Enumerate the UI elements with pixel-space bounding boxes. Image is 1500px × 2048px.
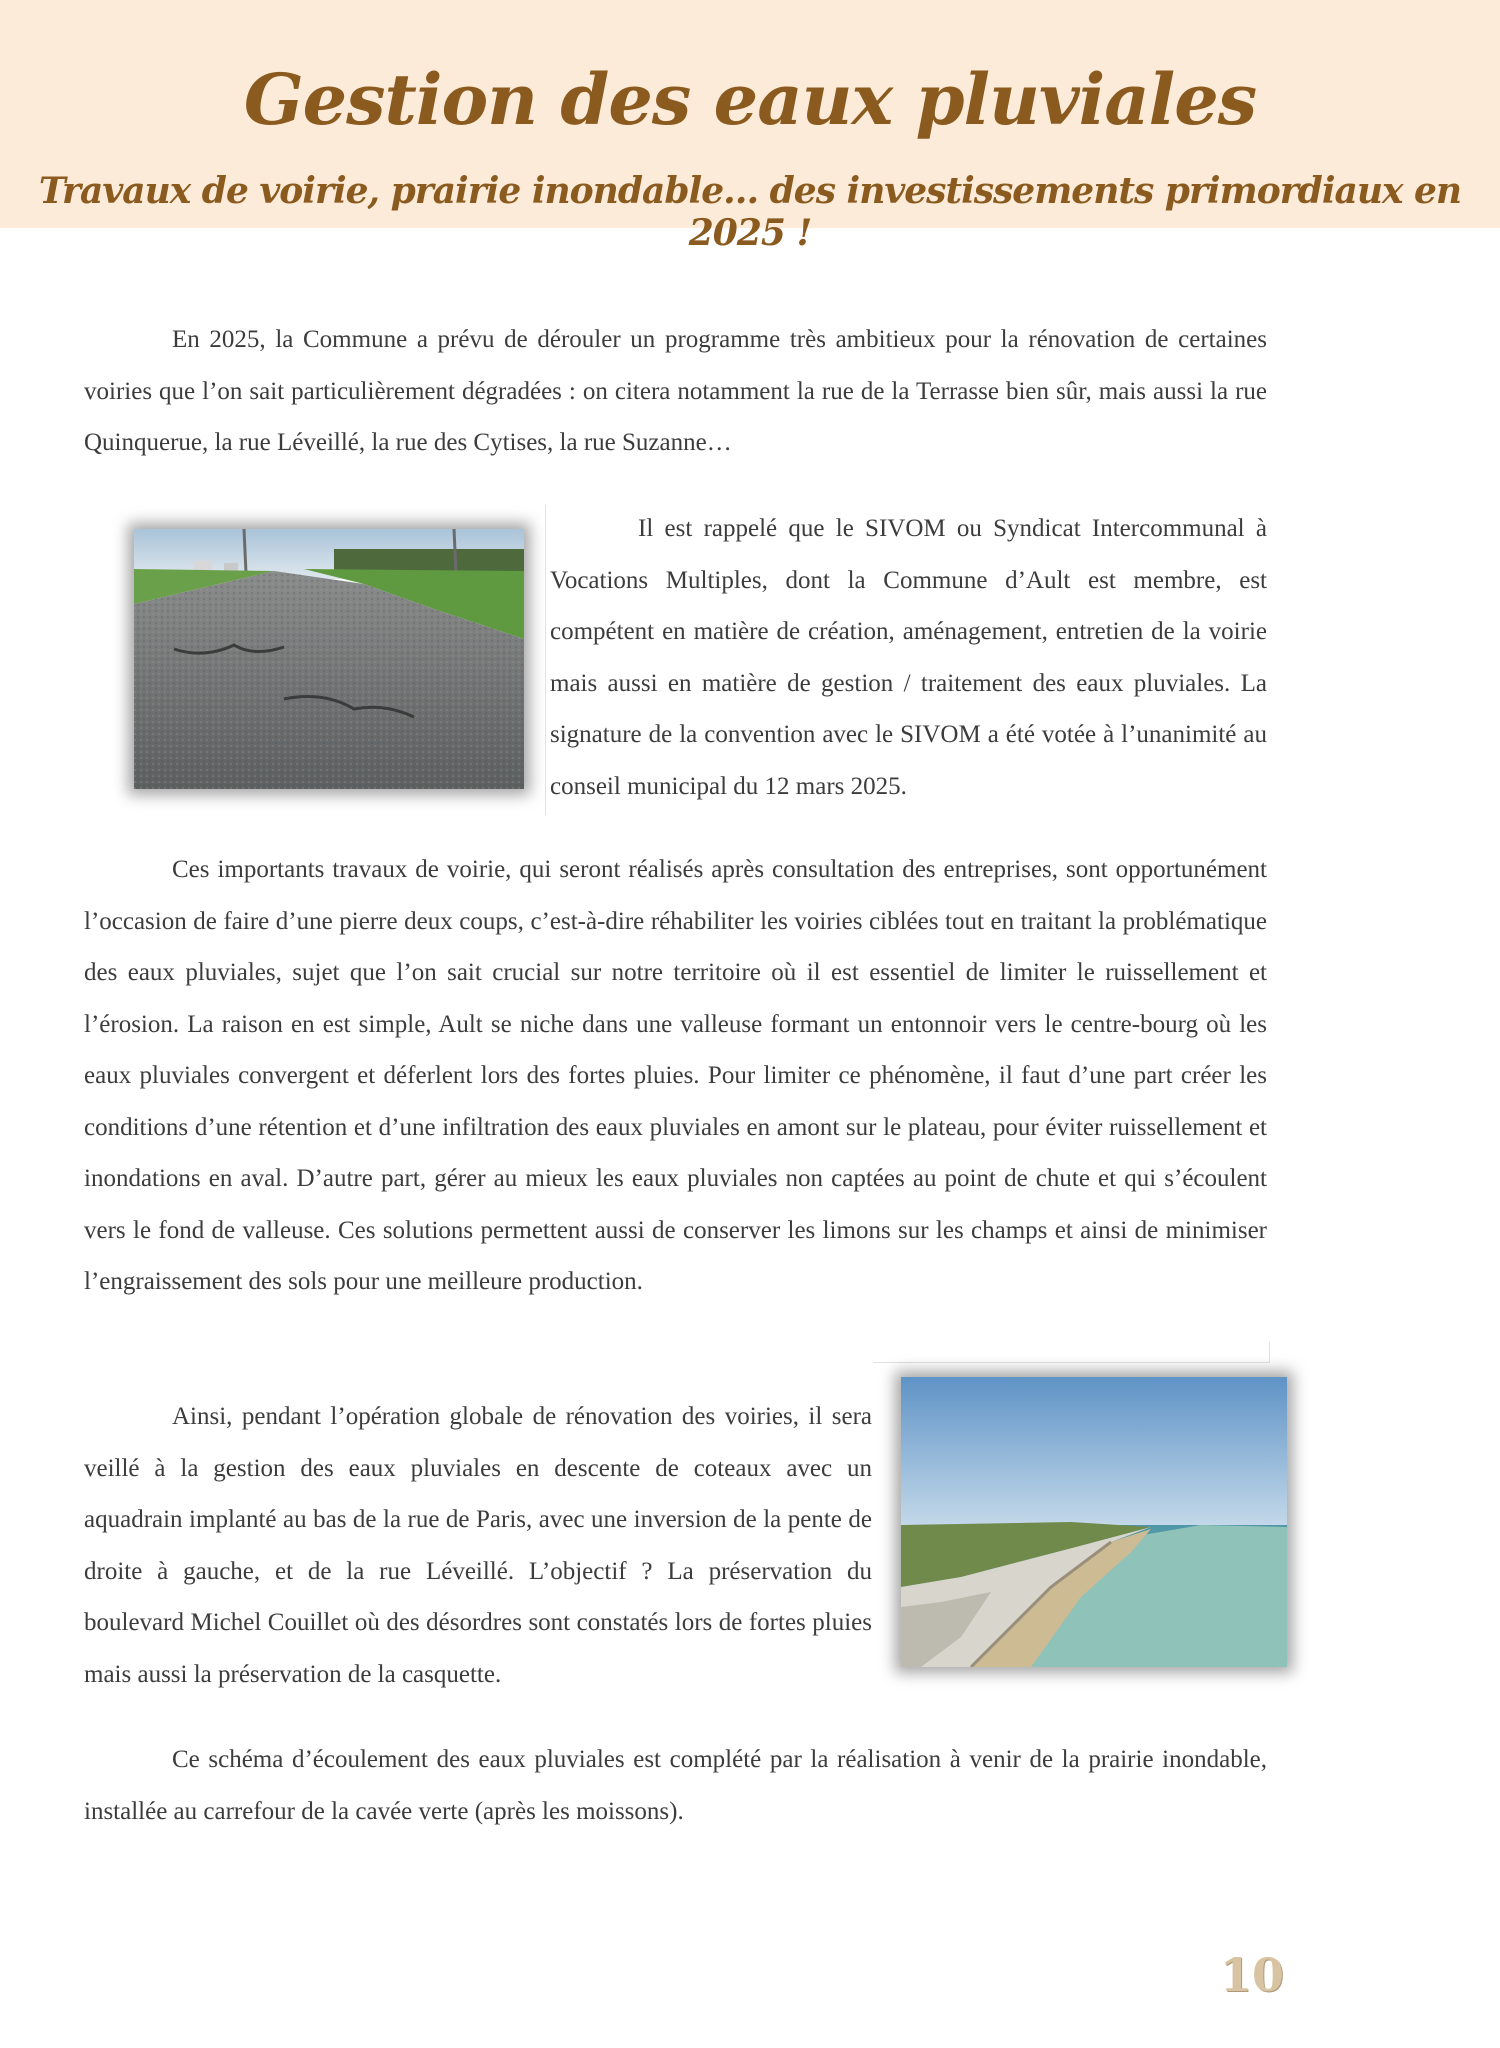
paragraph-meadow-text: Ce schéma d’écoulement des eaux pluviales est complété par la réalisation à venir de la prairie inondable, installée au carrefour de la cavée verte (après les moissons). [84,1746,1267,1825]
page-number: 10 [1220,1948,1285,2002]
paragraph-works [84,844,1267,1308]
image-frame-line [1269,1342,1270,1362]
paragraph-operation-text: Ainsi, pendant l’opération globale de rénovation des voiries, il sera veillé à la gestion des eaux pluviales en descente de coteaux avec un aquadrain implanté au bas de la rue de Paris, avec une inversion de la pente de droite à gauche, et de la rue Léveillé. L’objectif ? La préservation du boulevard Michel Couillet où des désordres sont constatés lors de fortes pluies mais aussi la préservation de la casquette. [84,1403,872,1688]
page-header [0,0,1500,254]
image-frame-line [873,1362,1270,1363]
image-frame-line [545,505,546,815]
damaged-road-photo [134,529,524,789]
damaged-road-image [134,529,524,789]
paragraph-intro-text: En 2025, la Commune a prévu de dérouler un programme très ambitieux pour la rénovation de certaines voiries que l’on sait particulièrement dégradées : on citera notamment la rue de la Terrasse bien sûr, mais aussi la rue Quinquerue, la rue Léveillé, la rue des Cytises, la rue Suzanne… [84,326,1267,456]
page-title: Gestion des eaux pluviales [243,58,1257,141]
paragraph-operation [84,1391,872,1700]
cliff-coast-photo [901,1377,1287,1667]
paragraph-works-text: Ces importants travaux de voirie, qui seront réalisés après consultation des entreprises, sont opportunément l’occasion de faire d’une pierre deux coups, c’est-à-dire réhabiliter les voiries ciblées tout en traitant la problématique des eaux pluviales, sujet que l’on sait crucial sur notre territoire où il est essentiel de limiter le ruissellement et l’érosion. La raison en est simple, Ault se niche dans une valleuse formant un entonnoir vers le centre-bourg où les eaux pluviales convergent et déferlent lors des fortes pluies. Pour limiter ce phénomène, il faut d’une part créer les conditions d’une rétention et d’une infiltration des eaux pluviales en amont sur le plateau, pour éviter ruissellement et inondations en aval. D’autre part, gérer au mieux les eaux pluviales non captées au point de chute et qui s’écoulent vers le fond de valleuse. Ces solutions permettent aussi de conserver les limons sur les champs et ainsi de minimiser l’engraissement des sols pour une meilleure production. [84,856,1267,1295]
paragraph-sivom [550,503,1267,812]
paragraph-meadow [84,1734,1267,1837]
paragraph-sivom-text: Il est rappelé que le SIVOM ou Syndicat Intercommunal à Vocations Multiples, dont la Commune d’Ault est membre, est compétent en matière de création, aménagement, entretien de la voirie mais aussi en matière de gestion / traitement des eaux pluviales. La signature de la convention avec le SIVOM a été votée à l’unanimité au conseil municipal du 12 mars 2025. [550,515,1267,800]
paragraph-intro [84,314,1267,469]
page-subtitle: Travaux de voirie, prairie inondable… des investissements primordiaux en 2025 ! [38,170,1462,254]
cliff-coast-image [901,1377,1287,1667]
